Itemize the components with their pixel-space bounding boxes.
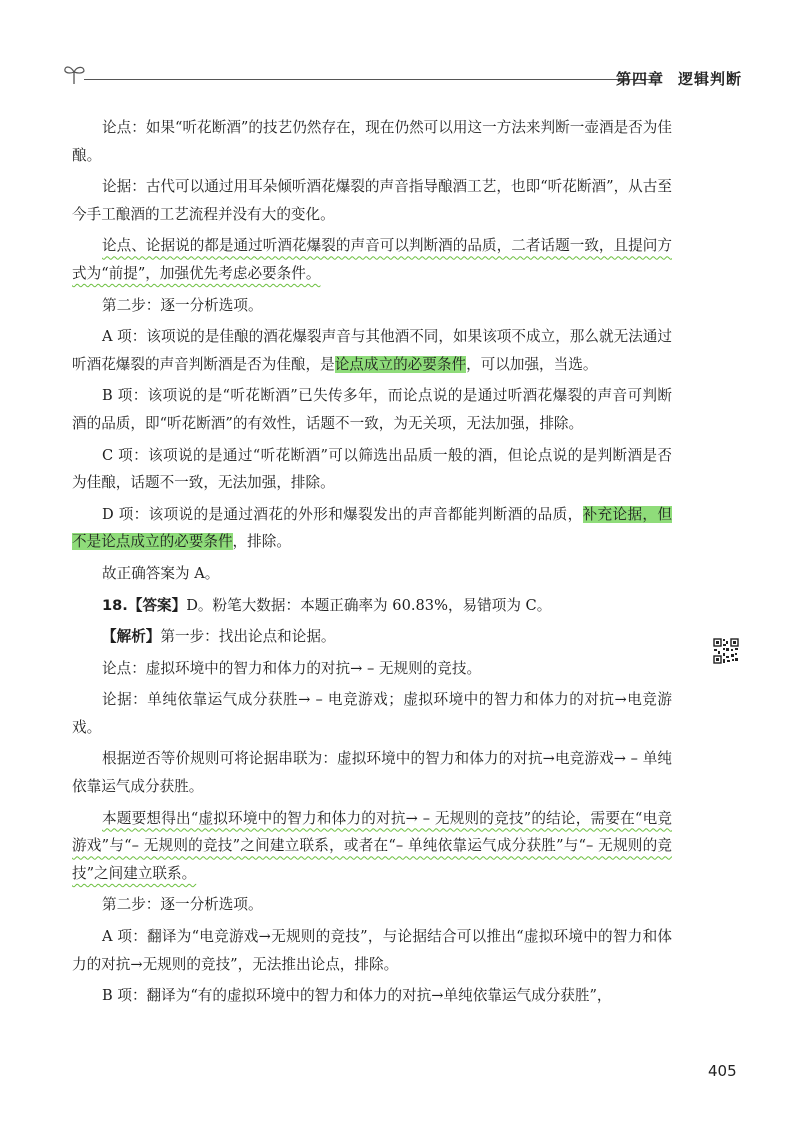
answer-label: 18.【答案】 xyxy=(102,596,187,614)
paragraph: A 项：翻译为“电竞游戏→无规则的竞技”，与论据结合可以推出“虚拟环境中的智力和体力的对抗→无规则的竞技”，无法推出论点，排除。 xyxy=(72,928,672,973)
paragraph xyxy=(72,232,672,287)
page-header xyxy=(62,62,742,98)
chapter-heading xyxy=(616,68,742,89)
paragraph-text: D。粉笔大数据：本题正确率为 60.83%，易错项为 C。 xyxy=(186,596,552,614)
sprout-icon xyxy=(62,62,88,86)
paragraph xyxy=(72,592,672,620)
paragraph: C 项：该项说的是通过“听花断酒”可以筛选出品质一般的酒，但论点说的是判断酒是否为佳酿，话题不一致，无法加强，排除。 xyxy=(72,446,672,492)
paragraph: 根据逆否等价规则可将论据串联为：虚拟环境中的智力和体力的对抗→电竞游戏→ – 单纯依靠运气成分获胜。 xyxy=(72,750,672,796)
paragraph xyxy=(72,501,672,556)
analysis-label: 【解析】 xyxy=(102,628,161,646)
paragraph: 故正确答案为 A。 xyxy=(102,564,220,582)
chapter-label: 第四章 xyxy=(615,70,664,88)
wavy-underlined-text: 论点、论据说的都是通过听酒花爆裂的声音可以判断酒的品质，二者话题一致，且提问方式为“前提”，加强优先考虑必要条件。 xyxy=(72,237,672,282)
paragraph: B 项：该项说的是“听花断酒”已失传多年，而论点说的是通过听酒花爆裂的声音可判断酒的品质，即“听花断酒”的有效性，话题不一致，为无关项，无法加强，排除。 xyxy=(72,387,672,432)
paragraph: 论点：如果“听花断酒”的技艺仍然存在，现在仍然可以用这一方法来判断一壶酒是否为佳酿。 xyxy=(72,119,672,164)
paragraph: 第二步：逐一分析选项。 xyxy=(102,896,263,914)
page-number: 405 xyxy=(708,1062,737,1080)
header-rule xyxy=(84,79,656,80)
paragraph: 第二步：逐一分析选项。 xyxy=(102,296,263,314)
paragraph-text: 第一步：找出论点和论据。 xyxy=(160,628,336,646)
paragraph: 论点：虚拟环境中的智力和体力的对抗→ – 无规则的竞技。 xyxy=(102,659,482,677)
paragraph xyxy=(72,805,672,888)
page-body xyxy=(72,114,672,1014)
highlighted-text: 论点成立的必要条件 xyxy=(334,355,467,373)
paragraph-text: ，可以加强，当选。 xyxy=(466,355,598,373)
paragraph: 论据：单纯依靠运气成分获胜→ – 电竞游戏；虚拟环境中的智力和体力的对抗→电竞游戏。 xyxy=(72,691,672,736)
paragraph-text: A 项：该项说的是佳酿的酒花爆裂声音与其他酒不同，如果该项不成立，那么就无法通过听酒花爆裂的声音判断酒是否为佳酿，是 xyxy=(72,328,672,373)
paragraph-text: D 项：该项说的是通过酒花的外形和爆裂发出的声音都能判断酒的品质， xyxy=(102,505,583,523)
highlighted-text: 补充论据，但不是论点成立的必要条件 xyxy=(72,505,672,551)
paragraph: B 项：翻译为“有的虚拟环境中的智力和体力的对抗→单纯依靠运气成分获胜”， xyxy=(102,987,612,1005)
paragraph xyxy=(72,623,672,651)
paragraph xyxy=(72,323,672,378)
paragraph-text: ，排除。 xyxy=(232,533,291,551)
wavy-underlined-text: 本题要想得出“虚拟环境中的智力和体力的对抗→ – 无规则的竞技”的结论，需要在“电竞游戏”与“– 无规则的竞技”之间建立联系，或者在“– 单纯依靠运气成分获胜”与“– 无规则的竞技”之间建立联系。 xyxy=(72,809,672,882)
qr-code-icon[interactable] xyxy=(713,638,739,664)
chapter-title: 逻辑判断 xyxy=(677,70,742,88)
paragraph: 论据：古代可以通过用耳朵倾听酒花爆裂的声音指导酿酒工艺，也即“听花断酒”，从古至今手工酿酒的工艺流程并没有大的变化。 xyxy=(72,178,672,223)
